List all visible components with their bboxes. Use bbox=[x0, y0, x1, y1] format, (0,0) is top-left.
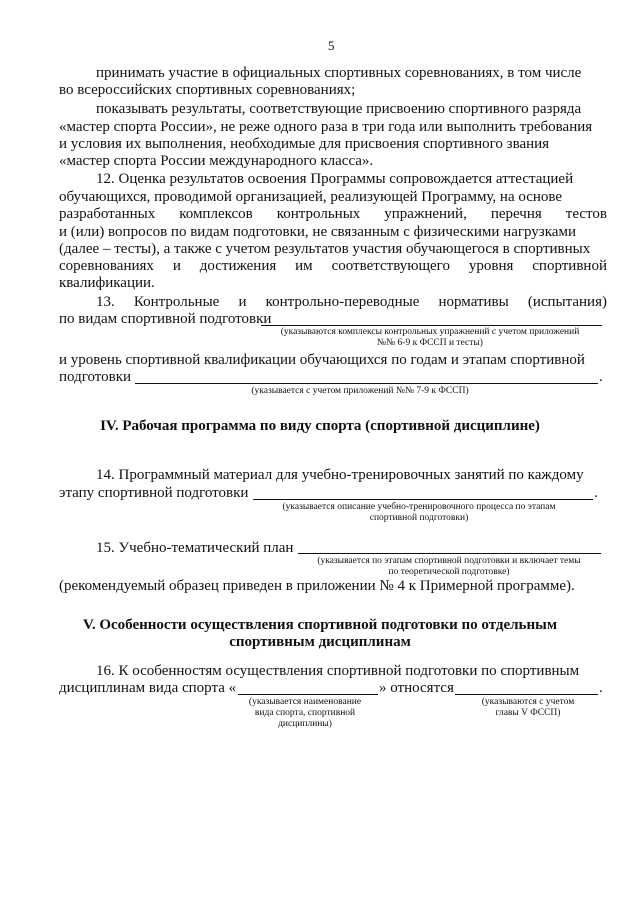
blank-line bbox=[298, 553, 601, 554]
word: и bbox=[238, 294, 247, 310]
word: уровня bbox=[468, 258, 514, 274]
text-line: квалификации. bbox=[59, 275, 155, 291]
blank-line bbox=[135, 383, 598, 384]
footnote-label: вида спорта, спортивной bbox=[254, 708, 356, 718]
text-line: . bbox=[599, 680, 603, 696]
text-line-justified bbox=[59, 206, 607, 223]
text-line-justified bbox=[96, 294, 607, 311]
word: (испытания) bbox=[527, 294, 607, 310]
blank-line bbox=[238, 694, 378, 695]
text-line: и условия их выполнения, необходимые для присвоения спортивного звания bbox=[59, 136, 550, 152]
footnote-label: по теоретической подготовке) bbox=[388, 567, 510, 577]
word: тестов bbox=[565, 206, 607, 222]
text-line: (далее – тесты), а также с учетом результатов участия обучающегося в спортивных bbox=[59, 241, 591, 257]
text-line: 14. Программный материал для учебно-тренировочных занятий по каждому bbox=[96, 467, 584, 483]
text-line: «мастер спорта России международного класса». bbox=[59, 153, 374, 169]
word: соревнованиях bbox=[59, 258, 154, 274]
word: комплексов bbox=[179, 206, 253, 222]
blank-line bbox=[253, 499, 593, 500]
word: им bbox=[295, 258, 313, 274]
text-line: . bbox=[599, 369, 603, 385]
footnote-label: №№ 6-9 к ФССП и тесты) bbox=[377, 338, 483, 348]
text-line: и (или) вопросов по видам подготовки, не связанным с физическими нагрузками bbox=[59, 224, 576, 240]
text-line: «мастер спорта России», не реже одного раза в три года или выполнить требования bbox=[59, 119, 593, 135]
text-line: 16. К особенностям осуществления спортивной подготовки по спортивным bbox=[96, 663, 580, 679]
footnote-label: (указываются с учетом bbox=[481, 697, 575, 707]
word: нормативы bbox=[438, 294, 509, 310]
text-line: 12. Оценка результатов освоения Программы сопровождается аттестацией bbox=[96, 171, 574, 187]
text-line-justified bbox=[59, 258, 607, 275]
text-line: показывать результаты, соответствующие присвоению спортивного разряда bbox=[96, 101, 582, 117]
word: 13. bbox=[96, 294, 115, 310]
section-heading: V. Особенности осуществления спортивной подготовки по отдельным bbox=[82, 617, 558, 633]
text-line: » относятся bbox=[379, 680, 454, 696]
page-number: 5 bbox=[328, 38, 335, 53]
word: контрольно-переводные bbox=[265, 294, 420, 310]
footnote-label: (указывается по этапам спортивной подготовки и включает темы bbox=[317, 556, 581, 566]
section-heading: IV. Рабочая программа по виду спорта (спортивной дисциплине) bbox=[100, 418, 540, 434]
text-line: обучающихся, проводимой организацией, реализующей Программу, на основе bbox=[59, 189, 563, 205]
footnote-label: главы V ФССП) bbox=[495, 708, 561, 718]
text-line: 15. Учебно-тематический план bbox=[96, 540, 294, 556]
word: контрольных bbox=[276, 206, 361, 222]
text-line: во всероссийских спортивных соревнованиях; bbox=[59, 82, 356, 98]
text-line: . bbox=[594, 485, 598, 501]
word: упражнений, bbox=[384, 206, 467, 222]
text-line: и уровень спортивной квалификации обучающихся по годам и этапам спортивной bbox=[59, 352, 585, 368]
section-heading: спортивным дисциплинам bbox=[229, 634, 411, 650]
text-line: (рекомендуемый образец приведен в приложении № 4 к Примерной программе). bbox=[59, 578, 575, 594]
word: Контрольные bbox=[133, 294, 220, 310]
blank-line bbox=[261, 325, 602, 326]
word: достижения bbox=[199, 258, 277, 274]
word: спортивной bbox=[532, 258, 607, 274]
footnote-label: (указываются комплексы контрольных упражнений с учетом приложений bbox=[280, 327, 580, 337]
word: и bbox=[172, 258, 181, 274]
footnote-label: (указывается описание учебно-тренировочного процесса по этапам bbox=[282, 502, 556, 512]
word: соответствующего bbox=[331, 258, 450, 274]
footnote-label: спортивной подготовки) bbox=[369, 513, 469, 523]
text-line: подготовки bbox=[59, 369, 132, 385]
footnote-label: дисциплины) bbox=[278, 719, 332, 729]
text-line: принимать участие в официальных спортивных соревнованиях, в том числе bbox=[96, 65, 582, 81]
word: перечня bbox=[490, 206, 542, 222]
text-line: этапу спортивной подготовки bbox=[59, 485, 249, 501]
blank-line bbox=[455, 694, 598, 695]
footnote-label: (указывается с учетом приложений №№ 7-9 к ФССП) bbox=[251, 386, 469, 396]
text-line: дисциплинам вида спорта « bbox=[59, 680, 237, 696]
text-line: по видам спортивной подготовки bbox=[59, 311, 272, 327]
footnote-label: (указывается наименование bbox=[248, 697, 362, 707]
word: разработанных bbox=[59, 206, 156, 222]
